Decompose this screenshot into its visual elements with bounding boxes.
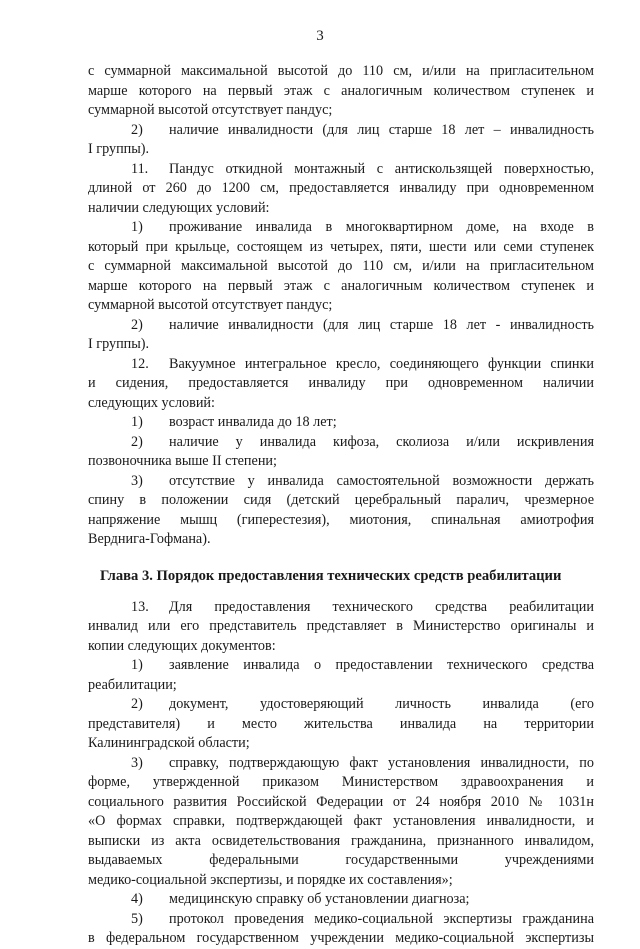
line-text: и сидения, предоставляется инвалиду при одновременном наличии <box>88 375 594 391</box>
line-text: Вакуумное интегральное кресло, соединяющего функции спинки <box>169 355 594 372</box>
line-text: реабилитации; <box>88 676 177 693</box>
line-text: социального развития Российской Федерации от 24 ноября 2010 № 1031н <box>88 793 594 810</box>
text-line <box>88 433 594 453</box>
item-number: 11. <box>131 160 149 177</box>
text-line <box>88 871 594 891</box>
section-conditions <box>88 62 594 550</box>
item-number: 2) <box>131 433 143 450</box>
text-line <box>88 910 594 930</box>
text-line <box>88 257 594 277</box>
line-text: марше которого на первый этаж с аналогичным количеством ступенек и <box>88 82 594 99</box>
text-line <box>88 734 594 754</box>
text-line <box>88 695 594 715</box>
text-line <box>88 296 594 316</box>
text-line <box>88 238 594 258</box>
line-text: форме, утвержденной приказом Министерством здравоохранения и <box>88 774 594 790</box>
line-text: отсутствие у инвалида самостоятельной возможности держать <box>169 472 594 489</box>
line-text: I группы). <box>88 336 150 352</box>
line-text: наличии следующих условий: <box>88 199 270 216</box>
line-text: медико-социальной экспертизы, и порядке их составления»; <box>88 871 453 888</box>
text-line <box>88 637 594 657</box>
line-text: медицинскую справку об установлении диагноза; <box>169 891 470 907</box>
item-number: 12. <box>131 355 149 372</box>
line-text: I группы). <box>88 141 150 157</box>
line-text: документ, удостоверяющий личность инвалида (его <box>169 696 594 712</box>
line-text: заявление инвалида о предоставлении технического средства <box>169 657 594 673</box>
line-text: выписки из акта освидетельствования гражданина, признанного инвалидом, <box>88 832 594 849</box>
text-line <box>88 851 594 871</box>
item-number: 2) <box>131 696 143 712</box>
line-text: позвоночника выше II степени; <box>88 453 277 469</box>
item-number: 2) <box>131 121 143 138</box>
text-line <box>88 617 594 637</box>
line-text: суммарной высотой отсутствует пандус; <box>88 102 333 118</box>
text-line <box>88 374 594 394</box>
text-line <box>88 472 594 492</box>
text-line <box>88 355 594 375</box>
text-line <box>88 121 594 141</box>
line-text: Для предоставления технического средства реабилитации <box>169 598 594 615</box>
line-text: с суммарной максимальной высотой до 110 см, и/или на пригласительном <box>88 258 594 274</box>
line-text: наличие у инвалида кифоза, сколиоза и/или искривления <box>169 433 594 450</box>
text-line <box>88 277 594 297</box>
line-text: Пандус откидной монтажный с антискользящей поверхностью, <box>169 160 594 177</box>
line-text: «О формах справки, подтверждающей факт установления инвалидности, и <box>88 813 594 829</box>
item-number: 4) <box>131 891 143 907</box>
text-line <box>88 140 594 160</box>
text-line <box>88 812 594 832</box>
document-body <box>88 62 594 949</box>
page-number: 3 <box>316 28 324 44</box>
text-line <box>88 715 594 735</box>
text-line <box>88 101 594 121</box>
line-text: Верднига-Гофмана). <box>88 531 211 547</box>
line-text: в федеральном государственном учреждении медико-социальной экспертизы <box>88 930 594 946</box>
line-text: марше которого на первый этаж с аналогичным количеством ступенек и <box>88 277 594 294</box>
item-number: 1) <box>131 219 143 235</box>
text-line <box>88 62 594 82</box>
text-line <box>88 160 594 180</box>
item-number: 1) <box>131 657 143 673</box>
line-text: представителя) и место жительства инвалида на территории <box>88 715 594 732</box>
chapter-heading: Глава 3. Порядок предоставления технических средств реабилитации <box>100 567 562 584</box>
text-line <box>88 452 594 472</box>
line-text: протокол проведения медико-социальной экспертизы гражданина <box>169 910 594 927</box>
line-text: справку, подтверждающую факт установления инвалидности, по <box>169 754 594 771</box>
text-line <box>88 793 594 813</box>
line-text: следующих условий: <box>88 394 215 411</box>
text-line <box>88 773 594 793</box>
text-line <box>88 491 594 511</box>
text-line <box>88 754 594 774</box>
item-number: 1) <box>131 414 143 430</box>
item-number: 5) <box>131 910 143 927</box>
line-text: проживание инвалида в многоквартирном доме, на входе в <box>169 219 594 235</box>
line-text: спину в положении сидя (детский церебральный паралич, чрезмерное <box>88 492 594 508</box>
text-line <box>88 413 594 433</box>
text-line <box>88 929 594 949</box>
item-number: 13. <box>131 598 149 615</box>
text-line <box>88 598 594 618</box>
line-text: который при крыльце, состоящем из четырех, пяти, шести или семи ступенек <box>88 238 594 255</box>
text-line <box>88 676 594 696</box>
item-number: 2) <box>131 316 143 333</box>
line-text: напряжение мышц (гиперестезия), миотония, спинальная амиотрофия <box>88 511 594 528</box>
text-line <box>88 316 594 336</box>
text-line <box>88 530 594 550</box>
line-text: выдаваемых федеральными государственными учреждениями <box>88 852 594 868</box>
text-line <box>88 218 594 238</box>
line-text: с суммарной максимальной высотой до 110 см, и/или на пригласительном <box>88 63 594 79</box>
line-text: наличие инвалидности (для лиц старше 18 лет - инвалидность <box>169 316 594 333</box>
text-line <box>88 832 594 852</box>
text-line <box>88 890 594 910</box>
item-number: 3) <box>131 754 143 771</box>
text-line <box>88 656 594 676</box>
line-text: возраст инвалида до 18 лет; <box>169 414 337 430</box>
item-number: 3) <box>131 472 143 489</box>
text-line <box>88 335 594 355</box>
line-text: инвалид или его представитель представляет в Министерство оригиналы и <box>88 618 594 634</box>
line-text: копии следующих документов: <box>88 637 276 654</box>
text-line <box>88 199 594 219</box>
line-text: Калининградской области; <box>88 735 250 751</box>
text-line <box>88 394 594 414</box>
text-line <box>88 511 594 531</box>
section-procedure <box>88 598 594 949</box>
text-line <box>88 82 594 102</box>
line-text: длиной от 260 до 1200 см, предоставляется инвалиду при одновременном <box>88 180 594 196</box>
line-text: суммарной высотой отсутствует пандус; <box>88 297 333 313</box>
text-line <box>88 179 594 199</box>
line-text: наличие инвалидности (для лиц старше 18 лет – инвалидность <box>169 121 594 138</box>
